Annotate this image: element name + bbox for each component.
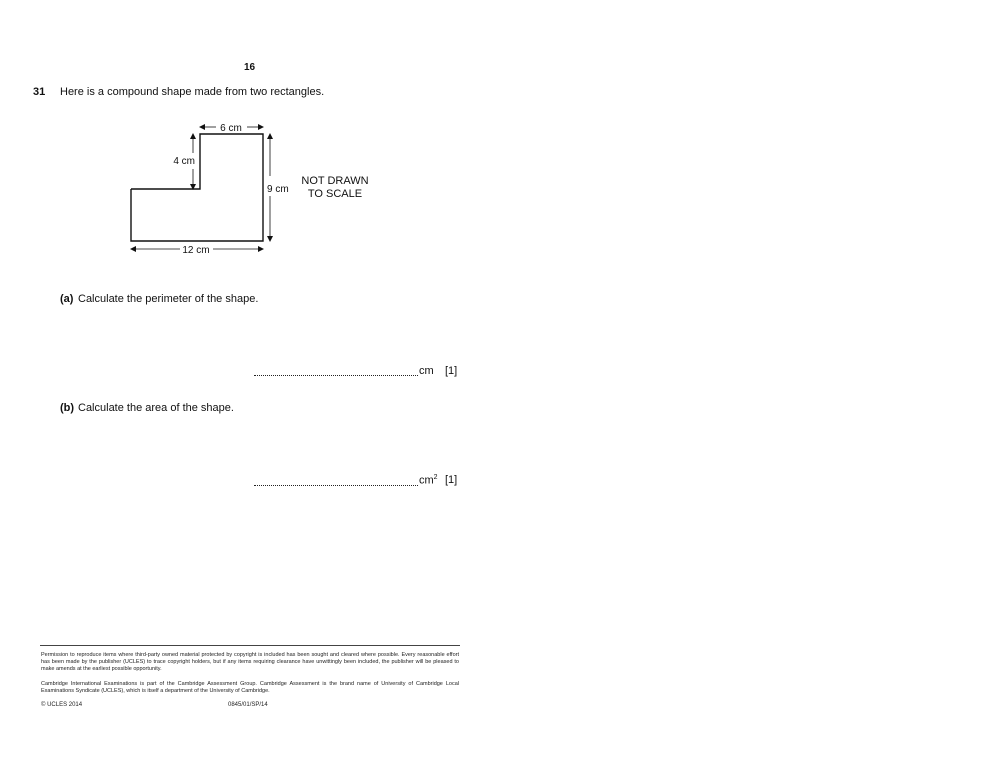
not-drawn-note: NOT DRAWN bbox=[301, 175, 369, 187]
part-a-unit: cm bbox=[419, 365, 434, 377]
copyright-text: © UCLES 2014 bbox=[41, 702, 83, 708]
footer-divider bbox=[40, 645, 460, 646]
part-b-answer-line[interactable] bbox=[254, 485, 418, 486]
part-a-answer-line[interactable] bbox=[254, 375, 418, 376]
part-b-marks: [1] bbox=[445, 474, 458, 486]
cie-notice: Cambridge International Examinations is part of the Cambridge Assessment Group. Cambridge Assessment is the brand name of University of Cambridge Local Examinations Syndicate (UCLES), which is itself a department of the University of Cambridge. bbox=[41, 681, 459, 694]
squared-superscript: 2 bbox=[433, 474, 438, 481]
part-a-label: (a) bbox=[60, 293, 74, 305]
step-height-label: 4 cm bbox=[173, 156, 195, 167]
top-width-label: 6 cm bbox=[220, 123, 242, 134]
part-b-text: Calculate the area of the shape. bbox=[78, 402, 234, 414]
part-a-marks: [1] bbox=[445, 365, 458, 377]
shape-outline bbox=[131, 134, 263, 241]
bottom-width-label: 12 cm bbox=[182, 245, 210, 256]
to-scale-note: TO SCALE bbox=[307, 188, 363, 200]
total-height-label: 9 cm bbox=[267, 184, 289, 195]
compound-shape-diagram bbox=[120, 118, 390, 263]
question-text: Here is a compound shape made from two rectangles. bbox=[60, 86, 325, 98]
question-number: 31 bbox=[33, 86, 46, 98]
page-number: 16 bbox=[244, 62, 256, 73]
part-b-label: (b) bbox=[60, 402, 75, 414]
part-a-text: Calculate the perimeter of the shape. bbox=[78, 293, 259, 305]
paper-code: 0845/01/SP/14 bbox=[228, 702, 268, 708]
permission-notice: Permission to reproduce items where third-party owned material protected by copyright is included has been sought and cleared where possible. Every reasonable effort has been made by the publisher (UCLES) to trace copyright holders, but if any items requiring clearance have unwittingly been included, the publisher will be pleased to make amends at the earliest possible opportunity. bbox=[41, 652, 459, 672]
part-b-unit: $cm^2$ bbox=[419, 474, 438, 487]
